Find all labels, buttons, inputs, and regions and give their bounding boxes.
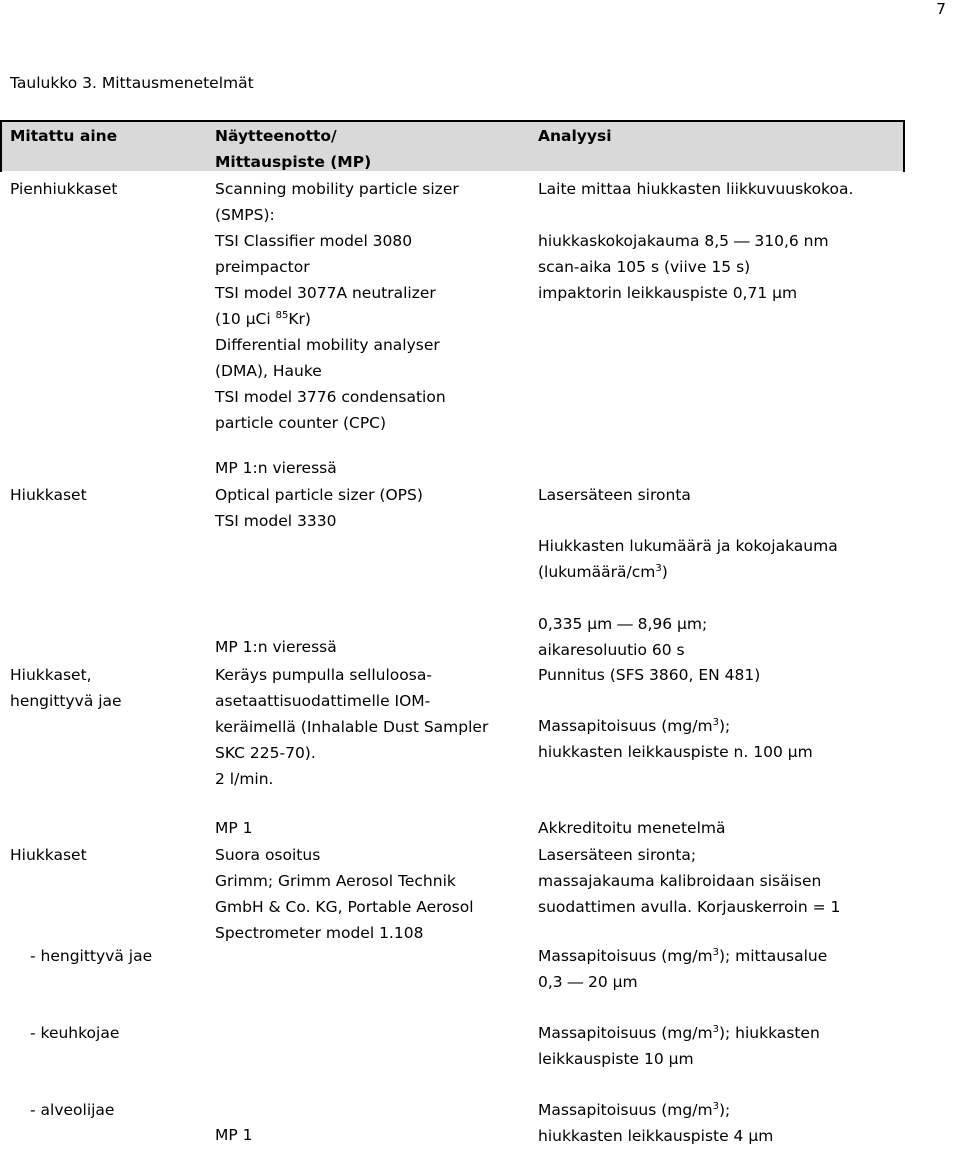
row-4-substance-fraction: - hengittyvä jae [30,947,153,965]
row-2-analysis-text: ) [661,563,668,581]
table-top-border [0,120,904,122]
row-3-substance-line: hengittyvä jae [10,692,122,710]
header-sampling [215,123,371,175]
row-1-sampling-line: Differential mobility analyser [215,336,440,354]
row-3-analysis-line [538,713,813,739]
row-2-analysis-line: aikaresoluutio 60 s [538,641,685,659]
row-4-substance-fraction: - alveolijae [30,1101,115,1119]
row-4-analysis-line [538,1020,820,1046]
row-1-sampling-line: TSI Classifier model 3080 [215,232,413,250]
row-4-analysis-text: Massapitoisuus (mg/m [538,947,713,965]
row-4-analysis-text: ); mittausalue [718,947,828,965]
header-border-left [0,120,2,172]
header-border-right [903,120,905,172]
row-4-analysis-line [538,1097,773,1123]
row-1-analysis-line: impaktorin leikkauspiste 0,71 µm [538,284,798,302]
row-3-analysis-line: hiukkasten leikkauspiste n. 100 µm [538,743,813,761]
header-sampling-line-1: Näytteenotto/ [215,127,337,145]
row-2-analysis-line [538,559,838,585]
row-1-sampling-line: TSI model 3077A neutralizer [215,284,436,302]
row-1-sampling-line: (SMPS): [215,206,275,224]
row-1-sampling-line: particle counter (CPC) [215,414,387,432]
row-4-sampling-line: GmbH & Co. KG, Portable Aerosol [215,898,474,916]
row-1-sampling-line: preimpactor [215,258,310,276]
page-number: 7 [936,0,946,18]
row-3-analysis [538,713,813,765]
row-2-analysis-range [538,611,707,663]
row-1-sampling-line [215,306,459,332]
row-4-sampling-line: Grimm; Grimm Aerosol Technik [215,872,456,890]
row-2-sampling [215,482,423,534]
row-3-sampling-line: asetaattisuodattimelle IOM- [215,692,431,710]
row-4-substance-fraction: - keuhkojae [30,1024,120,1042]
row-1-sampling-line: TSI model 3776 condensation [215,388,446,406]
row-4-analysis-superscript: 3 [712,947,719,958]
row-2-substance: Hiukkaset [10,486,87,504]
row-3-analysis-text: ); [718,717,731,735]
row-2-sampling-line: TSI model 3330 [215,512,337,530]
row-1-analysis [538,228,829,306]
row-1-sampling-superscript: 85 [275,310,289,321]
row-1-substance: Pienhiukkaset [10,180,118,198]
row-3-analysis-superscript: 3 [712,717,719,728]
row-2-sampling-line: Optical particle sizer (OPS) [215,486,423,504]
row-2-analysis-line: 0,335 µm ― 8,96 µm; [538,615,708,633]
row-4-analysis-line: hiukkasten leikkauspiste 4 µm [538,1127,774,1145]
row-3-accreditation: Akkreditoitu menetelmä [538,819,726,837]
row-4-measuring-point: MP 1 [215,1126,253,1144]
row-1-sampling-line: (DMA), Hauke [215,362,322,380]
row-4-analysis-text: ); hiukkasten [718,1024,820,1042]
row-4-sampling-line: Suora osoitus [215,846,321,864]
row-1-analysis-line: scan-aika 105 s (viive 15 s) [538,258,751,276]
header-analysis: Analyysi [538,127,612,145]
row-4-analysis-text: Massapitoisuus (mg/m [538,1024,713,1042]
row-4-analysis-line: leikkauspiste 10 µm [538,1050,694,1068]
row-3-sampling-line: Keräys pumpulla selluloosa- [215,666,432,684]
row-4-sampling [215,842,474,946]
header-substance: Mitattu aine [10,127,118,145]
row-1-sampling-line: Scanning mobility particle sizer [215,180,459,198]
row-3-analysis-text: Massapitoisuus (mg/m [538,717,713,735]
row-1-sampling-text: Kr) [288,310,311,328]
row-4-analysis-line [538,943,827,969]
row-1-measuring-point: MP 1:n vieressä [215,459,337,477]
row-3-substance [10,662,122,714]
row-4-analysis [538,842,840,920]
row-2-analysis-line: Lasersäteen sironta [538,486,691,504]
row-4-substance: Hiukkaset [10,846,87,864]
row-1-analysis-line: hiukkaskokojakauma 8,5 ― 310,6 nm [538,232,829,250]
row-1-sampling-text: (10 µCi [215,310,276,328]
row-4-analysis-superscript: 3 [712,1024,719,1035]
row-3-measuring-point: MP 1 [215,819,253,837]
row-3-sampling-line: SKC 225-70). [215,744,316,762]
row-4-analysis-line: 0,3 ― 20 µm [538,973,638,991]
row-1-sampling [215,176,459,436]
table-header-background [0,121,904,171]
row-3-analysis-line: Punnitus (SFS 3860, EN 481) [538,666,761,684]
row-4-analysis-line: suodattimen avulla. Korjauskerroin = 1 [538,898,841,916]
row-4-analysis-text: Massapitoisuus (mg/m [538,1101,713,1119]
row-2-measuring-point: MP 1:n vieressä [215,638,337,656]
row-4-analysis-superscript: 3 [712,1101,719,1112]
row-4-analysis-alveolar [538,1097,773,1149]
row-3-sampling-line: 2 l/min. [215,770,274,788]
row-2-analysis [538,533,838,585]
row-4-analysis-line: massajakauma kalibroidaan sisäisen [538,872,822,890]
row-4-analysis-respirable [538,943,827,995]
row-2-analysis-superscript: 3 [655,563,662,574]
row-2-analysis-text: (lukumäärä/cm [538,563,656,581]
row-3-sampling-line: keräimellä (Inhalable Dust Sampler [215,718,489,736]
table-caption: Taulukko 3. Mittausmenetelmät [10,74,254,92]
row-2-analysis-line: Hiukkasten lukumäärä ja kokojakauma [538,537,838,555]
header-sampling-line-2: Mittauspiste (MP) [215,153,372,171]
row-3-substance-line: Hiukkaset, [10,666,92,684]
row-4-analysis-line: Lasersäteen sironta; [538,846,697,864]
row-4-analysis-text: ); [718,1101,731,1119]
row-1-analysis-line: Laite mittaa hiukkasten liikkuvuuskokoa. [538,180,854,198]
row-3-sampling [215,662,488,792]
row-4-analysis-thoracic [538,1020,820,1072]
row-4-sampling-line: Spectrometer model 1.108 [215,924,424,942]
